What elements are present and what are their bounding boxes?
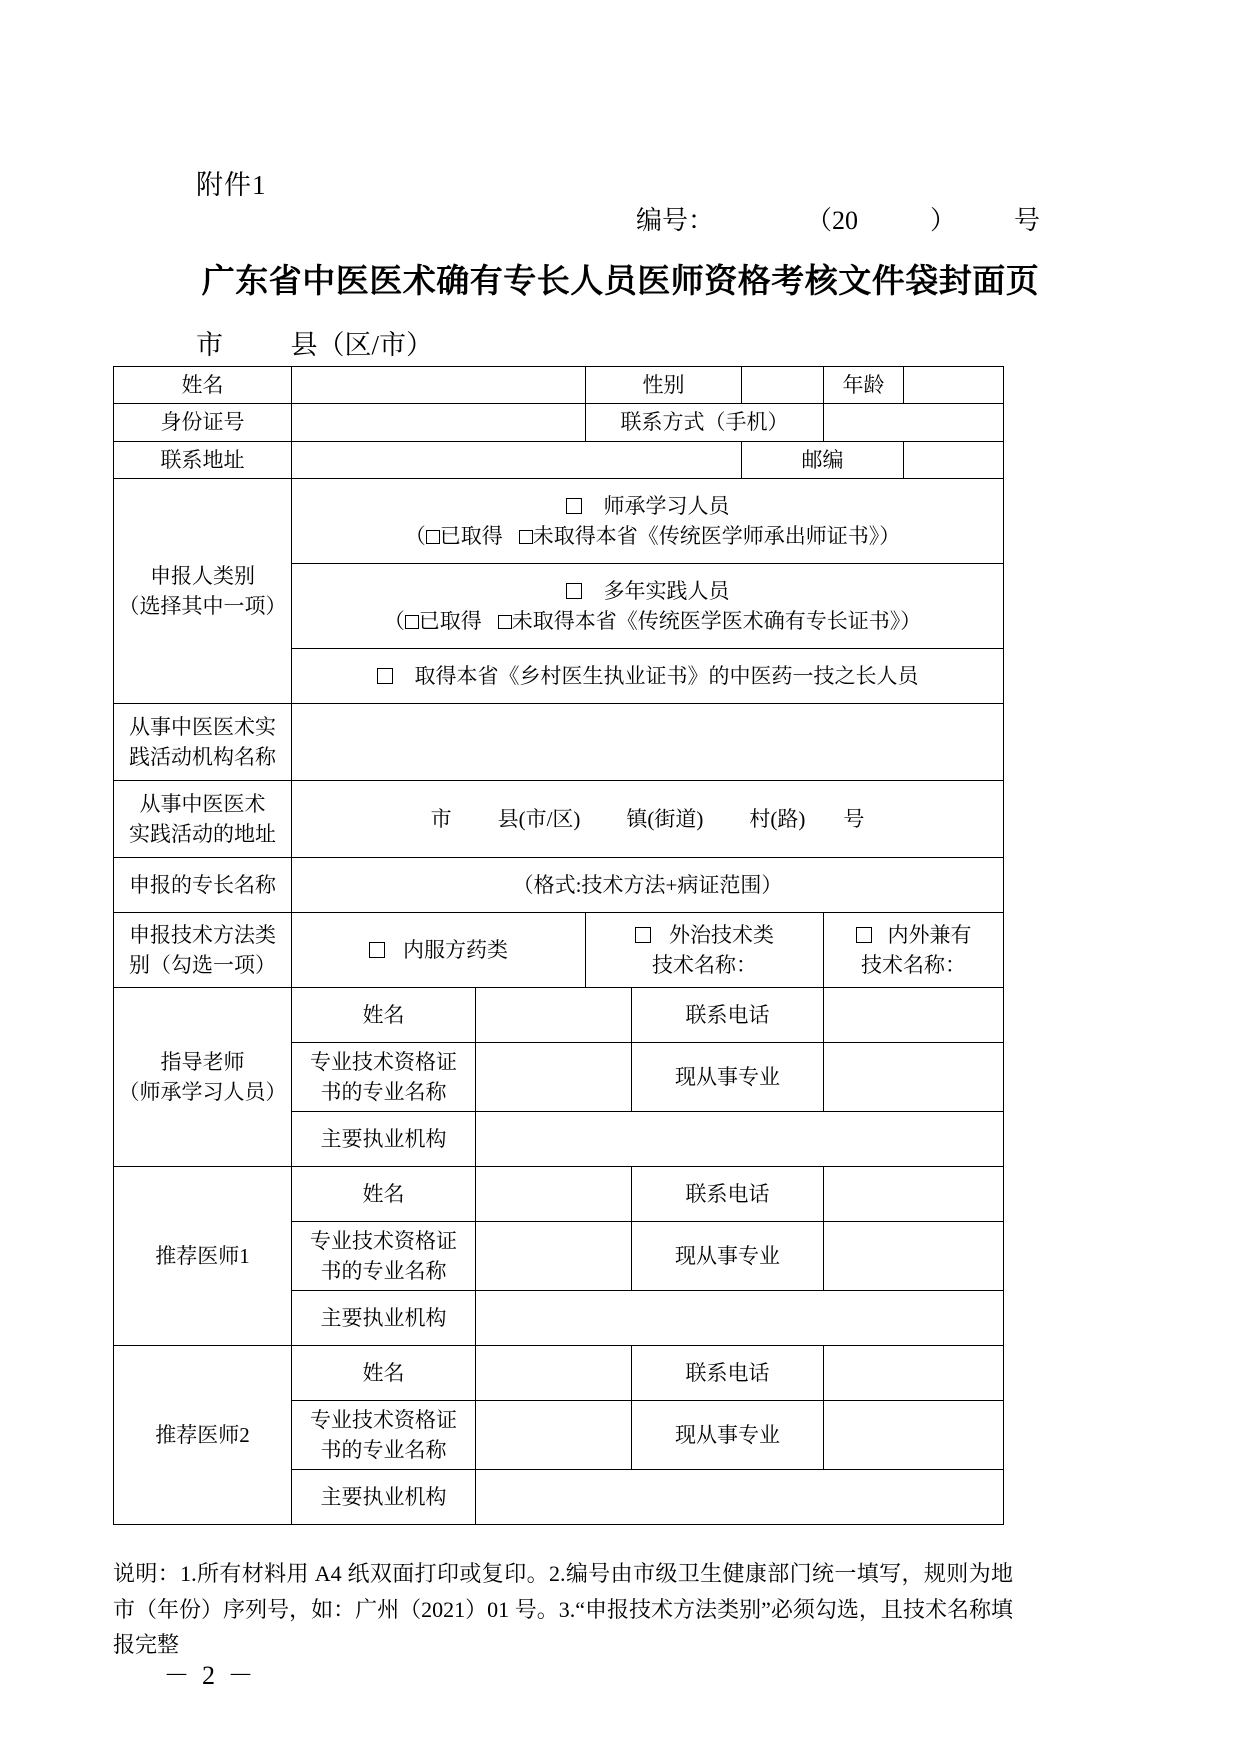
teacher-name-value[interactable] (476, 988, 632, 1043)
serial-unit: 号 (1014, 206, 1041, 235)
recommender2-name-label: 姓名 (292, 1346, 476, 1401)
technical-method-option-2[interactable] (586, 913, 824, 988)
recommender2-main-org-label: 主要执业机构 (292, 1470, 476, 1525)
practice-address-county: 县(市/区) (497, 807, 581, 832)
contact-phone-value[interactable] (824, 404, 1004, 441)
practice-org-name-label-line2: 践活动机构名称 (129, 745, 276, 770)
practice-address-label (114, 781, 292, 858)
table-row (114, 1346, 1004, 1401)
checkbox-icon[interactable] (566, 498, 582, 514)
recommender1-phone-value[interactable] (824, 1167, 1004, 1222)
technical-method-option-3[interactable] (824, 913, 1004, 988)
applicant-type-option-1-sub-b: 未取得本省《传统医学师承出师证书》） (532, 524, 901, 549)
practice-address-label-line1: 从事中医医术 (139, 791, 266, 816)
contact-phone-label: 联系方式（手机） (586, 404, 824, 441)
age-label: 年龄 (824, 367, 904, 404)
recommender1-cert-label-line2: 书的专业名称 (320, 1259, 447, 1284)
teacher-current-major-label: 现从事专业 (632, 1043, 824, 1112)
name-value[interactable] (292, 367, 586, 404)
table-row (114, 988, 1004, 1043)
teacher-name-label: 姓名 (292, 988, 476, 1043)
teacher-cert-value[interactable] (476, 1043, 632, 1112)
form-note: 说明：1.所有材料用 A4 纸双面打印或复印。2.编号由市级卫生健康部门统一填写，规则为地市（年份）序列号，如：广州（2021）01 号。3.“申报技术方法类别”必须勾选，且技术名称填报完整 (113, 1561, 1013, 1658)
technical-method-option-3-sublabel: 技术名称： (861, 953, 966, 978)
checkbox-icon[interactable] (856, 927, 872, 943)
applicant-type-label (114, 479, 292, 704)
applicant-type-option-1-sub-a: 已取得 (439, 524, 503, 549)
practice-address-village: 村(路) (749, 807, 806, 832)
technical-method-option-2-label: 外治技术类 (669, 922, 774, 947)
recommender1-main-org-value[interactable] (476, 1291, 1004, 1346)
recommender1-current-major-value[interactable] (824, 1222, 1004, 1291)
checkbox-icon[interactable] (426, 530, 440, 544)
teacher-label-line1: 指导老师 (160, 1049, 245, 1074)
recommender2-cert-label (292, 1401, 476, 1470)
teacher-cert-label-line2: 书的专业名称 (320, 1080, 447, 1105)
serial-year-close: ） (930, 206, 957, 235)
gender-label: 性别 (586, 367, 742, 404)
checkbox-icon[interactable] (635, 927, 651, 943)
recommender1-current-major-label: 现从事专业 (632, 1222, 824, 1291)
region-city-label: 市 (196, 330, 223, 360)
checkbox-icon[interactable] (405, 615, 419, 629)
recommender2-current-major-value[interactable] (824, 1401, 1004, 1470)
practice-address-label-line2: 实践活动的地址 (129, 822, 276, 847)
teacher-main-org-value[interactable] (476, 1112, 1004, 1167)
address-label: 联系地址 (114, 441, 292, 478)
practice-address-value[interactable] (292, 781, 1004, 858)
technical-method-option-3-label: 内外兼有 (887, 922, 972, 947)
serial-year-open: （20 (806, 206, 859, 235)
recommender2-phone-label: 联系电话 (632, 1346, 824, 1401)
address-value[interactable] (292, 441, 742, 478)
applicant-type-option-2[interactable] (292, 564, 1004, 649)
practice-org-name-value[interactable] (292, 704, 1004, 781)
table-row (114, 479, 1004, 564)
page-title: 广东省中医医术确有专长人员医师资格考核文件袋封面页 (201, 261, 1040, 300)
applicant-type-option-1[interactable] (292, 479, 1004, 564)
attachment-label: 附件1 (196, 170, 267, 200)
applicant-type-option-3[interactable] (292, 649, 1004, 704)
applicant-type-option-2-label: 多年实践人员 (603, 578, 730, 603)
recommender1-main-org-label: 主要执业机构 (292, 1291, 476, 1346)
checkbox-icon[interactable] (566, 583, 582, 599)
specialty-name-label: 申报的专长名称 (114, 858, 292, 913)
table-row (114, 404, 1004, 441)
technical-method-option-1-label: 内服方药类 (403, 938, 508, 963)
practice-address-number: 号 (843, 807, 865, 832)
recommender1-phone-label: 联系电话 (632, 1167, 824, 1222)
table-row (114, 441, 1004, 478)
age-value[interactable] (904, 367, 1004, 404)
table-row (114, 913, 1004, 988)
technical-method-label-line2: 别（勾选一项） (129, 953, 276, 978)
applicant-type-option-2-sub-b: 未取得本省《传统医学医术确有专长证书》） (511, 609, 922, 634)
table-row (114, 1167, 1004, 1222)
page-number: － 2 － (163, 1661, 257, 1690)
serial-number-line (636, 200, 1076, 237)
checkbox-icon[interactable] (369, 942, 385, 958)
teacher-label (114, 988, 292, 1167)
table-row (114, 367, 1004, 404)
applicant-type-option-3-label: 取得本省《乡村医生执业证书》的中医药一技之长人员 (414, 664, 919, 689)
recommender2-cert-label-line1: 专业技术资格证 (310, 1407, 457, 1432)
applicant-type-label-line2: （选择其中一项） (118, 594, 287, 619)
region-line (196, 323, 433, 362)
name-label: 姓名 (114, 367, 292, 404)
practice-address-town: 镇(街道) (626, 807, 704, 832)
table-row (114, 704, 1004, 781)
recommender2-name-value[interactable] (476, 1346, 632, 1401)
practice-address-city: 市 (430, 807, 452, 832)
id-number-label: 身份证号 (114, 404, 292, 441)
technical-method-label-line1: 申报技术方法类 (129, 922, 276, 947)
specialty-name-value[interactable] (292, 858, 1004, 913)
technical-method-option-1[interactable] (292, 913, 586, 988)
teacher-label-line2: （师承学习人员） (118, 1080, 287, 1105)
teacher-cert-label-line1: 专业技术资格证 (310, 1049, 457, 1074)
specialty-format-hint: （格式:技术方法+病证范围） (512, 873, 783, 898)
recommender2-phone-value[interactable] (824, 1346, 1004, 1401)
teacher-phone-value[interactable] (824, 988, 1004, 1043)
applicant-type-option-2-sub-a: 已取得 (418, 609, 482, 634)
teacher-current-major-value[interactable] (824, 1043, 1004, 1112)
gender-value[interactable] (742, 367, 824, 404)
table-row (114, 858, 1004, 913)
recommender1-name-value[interactable] (476, 1167, 632, 1222)
recommender1-cert-label-line1: 专业技术资格证 (310, 1228, 457, 1253)
recommender2-main-org-value[interactable] (476, 1470, 1004, 1525)
practice-org-name-label-line1: 从事中医医术实 (129, 714, 276, 739)
technical-method-option-2-sublabel: 技术名称： (652, 953, 757, 978)
id-number-value[interactable] (292, 404, 586, 441)
postcode-label: 邮编 (742, 441, 904, 478)
table-row (114, 781, 1004, 858)
recommender2-label: 推荐医师2 (114, 1346, 292, 1525)
serial-number-label: 编号： (636, 206, 715, 235)
recommender1-cert-value[interactable] (476, 1222, 632, 1291)
applicant-type-option-2-sub-open: （ (383, 609, 405, 634)
teacher-cert-label (292, 1043, 476, 1112)
checkbox-icon[interactable] (498, 615, 512, 629)
recommender1-label: 推荐医师1 (114, 1167, 292, 1346)
teacher-phone-label: 联系电话 (632, 988, 824, 1043)
applicant-type-option-1-label: 师承学习人员 (603, 493, 730, 518)
postcode-value[interactable] (904, 441, 1004, 478)
checkbox-icon[interactable] (519, 530, 533, 544)
practice-org-name-label (114, 704, 292, 781)
recommender2-cert-value[interactable] (476, 1401, 632, 1470)
applicant-type-option-1-sub-open: （ (404, 524, 426, 549)
applicant-type-label-line1: 申报人类别 (150, 563, 255, 588)
recommender2-cert-label-line2: 书的专业名称 (320, 1438, 447, 1463)
technical-method-label (114, 913, 292, 988)
applicant-form-table (113, 366, 1004, 1525)
region-county-label: 县（区/市） (290, 330, 434, 360)
checkbox-icon[interactable] (377, 668, 393, 684)
recommender1-name-label: 姓名 (292, 1167, 476, 1222)
recommender2-current-major-label: 现从事专业 (632, 1401, 824, 1470)
recommender1-cert-label (292, 1222, 476, 1291)
teacher-main-org-label: 主要执业机构 (292, 1112, 476, 1167)
